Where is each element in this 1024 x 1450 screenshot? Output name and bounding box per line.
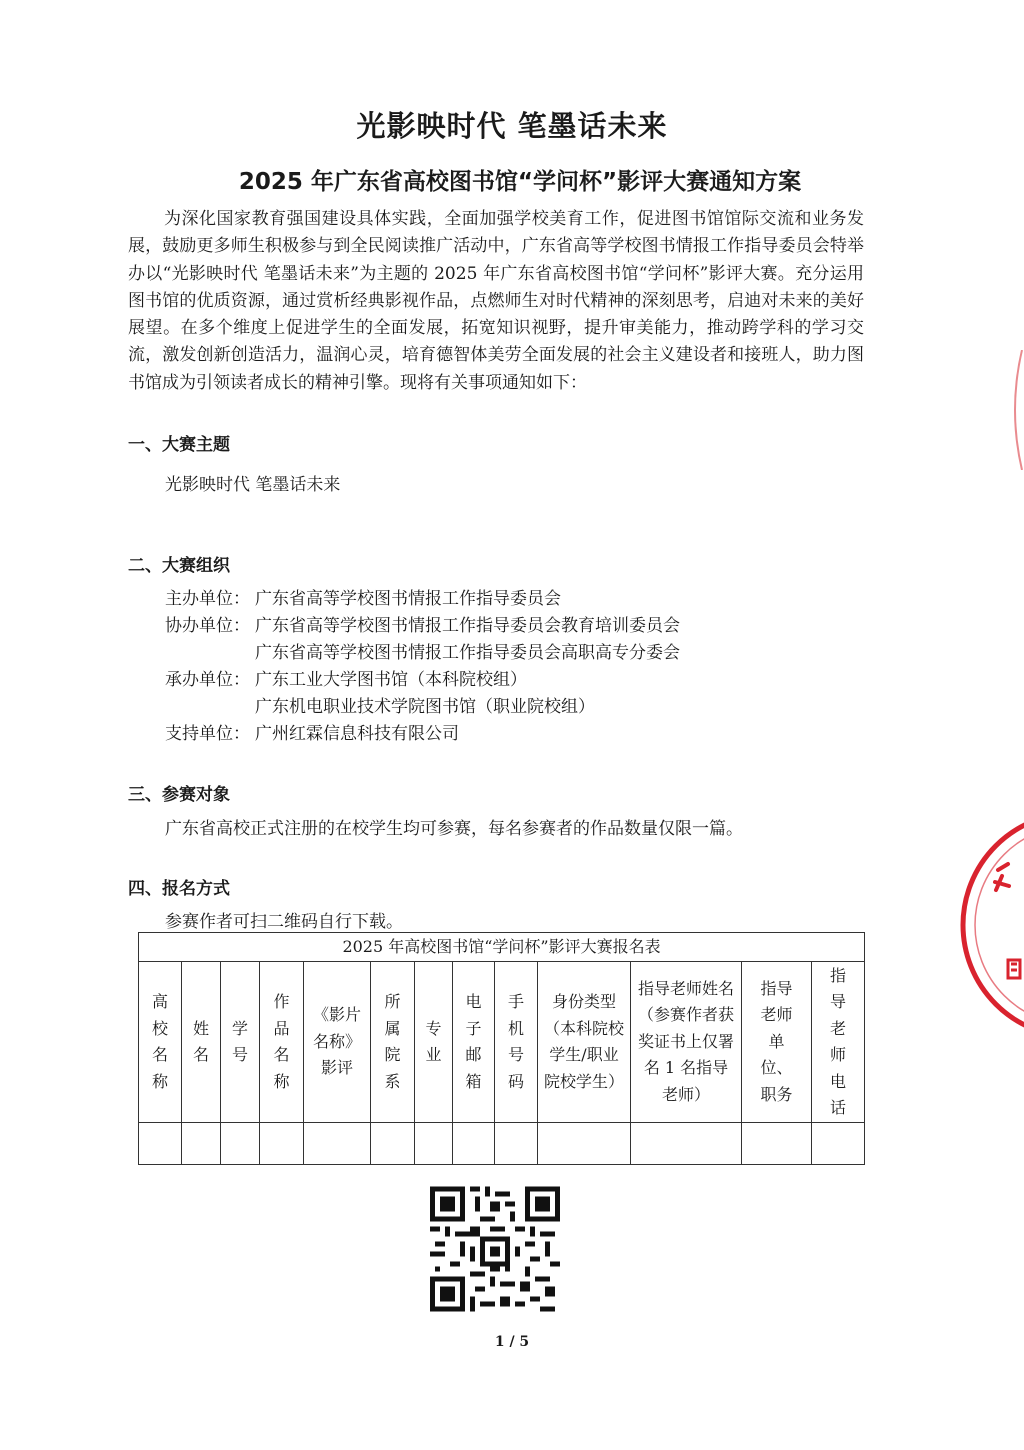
table-cell[interactable]	[221, 1123, 260, 1165]
red-seal-edge	[1000, 350, 1024, 470]
table-cell[interactable]	[371, 1123, 415, 1165]
org-co-row	[165, 611, 680, 636]
table-cell[interactable]	[260, 1123, 304, 1165]
table-header-cell: 指导老师电话	[812, 962, 865, 1123]
org-host-row	[165, 584, 561, 609]
table-cell[interactable]	[495, 1123, 538, 1165]
table-cell[interactable]	[742, 1123, 812, 1165]
document-title: 光影映时代 笔墨话未来	[356, 109, 668, 143]
table-header-cell: 所属院系	[371, 962, 415, 1123]
table-header-cell: 学号	[221, 962, 260, 1123]
org-support-row	[165, 719, 459, 744]
table-row	[139, 1123, 865, 1165]
page-number: 1 / 5	[494, 1334, 530, 1350]
red-seal-stamp	[950, 810, 1024, 1040]
table-header-cell: 指导老师单位、职务	[742, 962, 812, 1123]
section-heading-target: 三、参赛对象	[128, 785, 230, 805]
document-subtitle: 2025 年广东省高校图书馆“学问杯”影评大赛通知方案	[238, 169, 802, 195]
org-undertake-2: 广东机电职业技术学院图书馆（职业院校组）	[255, 697, 595, 717]
table-cell[interactable]	[631, 1123, 742, 1165]
org-support: 广州红霖信息科技有限公司	[255, 724, 459, 744]
table-cell[interactable]	[304, 1123, 371, 1165]
intro-paragraph: 为深化国家教育强国建设具体实践，全面加强学校美育工作，促进图书馆馆际交流和业务发展，鼓励更多师生积极参与到全民阅读推广活动中，广东省高等学校图书情报工作指导委员会特举办以“光影映时代 笔墨话未来”为主题的 2025 年广东省高校图书馆“学问杯”影评大赛。充分运用图书馆的优质资源，通过赏析经典影视作品，点燃师生对时代精神的深刻思考，启迪对未来的美好展望。在多个维度上促进学生的全面发展，拓宽知识视野，提升审美能力，推动跨学科的学习交流，激发创新创造活力，温润心灵，培育德智体美劳全面发展的社会主义建设者和接班人，助力图书馆成为引领读者成长的精神引擎。现将有关事项通知如下：	[128, 209, 864, 393]
table-header-cell: 电子邮箱	[453, 962, 495, 1123]
org-host: 广东省高等学校图书情报工作指导委员会	[255, 589, 561, 609]
table-cell[interactable]	[538, 1123, 631, 1165]
table-header-cell: 手机号码	[495, 962, 538, 1123]
table-caption: 2025 年高校图书馆“学问杯”影评大赛报名表	[139, 933, 865, 962]
section-heading-theme: 一、大赛主题	[128, 435, 230, 455]
qr-code-icon[interactable]	[430, 1186, 560, 1312]
org-co-2: 广东省高等学校图书情报工作指导委员会高职高专分委会	[255, 643, 680, 663]
org-undertake-row	[165, 665, 527, 690]
signup-text: 参赛作者可扫二维码自行下载。	[165, 912, 403, 932]
section-heading-signup: 四、报名方式	[128, 879, 230, 899]
table-header-cell: 专业	[415, 962, 453, 1123]
table-cell[interactable]	[415, 1123, 453, 1165]
org-co-1: 广东省高等学校图书情报工作指导委员会教育培训委员会	[255, 616, 680, 636]
section-heading-org: 二、大赛组织	[128, 556, 230, 576]
org-undertake-label: 承办单位：	[165, 670, 250, 690]
table-header-cell: 身份类型（本科院校学生/职业院校学生）	[538, 962, 631, 1123]
table-cell[interactable]	[182, 1123, 221, 1165]
table-header-cell: 作品名称	[260, 962, 304, 1123]
target-text: 广东省高校正式注册的在校学生均可参赛，每名参赛者的作品数量仅限一篇。	[165, 819, 743, 839]
table-cell[interactable]	[453, 1123, 495, 1165]
table-header-cell: 《影片名称》影评	[304, 962, 371, 1123]
table-header-cell: 姓名	[182, 962, 221, 1123]
table-header-cell: 高校名称	[139, 962, 182, 1123]
org-co-label: 协办单位：	[165, 616, 250, 636]
theme-text: 光影映时代 笔墨话未来	[165, 475, 341, 495]
org-support-label: 支持单位：	[165, 724, 250, 744]
table-cell[interactable]	[812, 1123, 865, 1165]
table-cell[interactable]	[139, 1123, 182, 1165]
table-header-cell: 指导老师姓名（参赛作者获奖证书上仅署名 1 名指导老师）	[631, 962, 742, 1123]
registration-table	[138, 932, 865, 1165]
org-host-label: 主办单位：	[165, 589, 250, 609]
org-undertake-1: 广东工业大学图书馆（本科院校组）	[255, 670, 527, 690]
